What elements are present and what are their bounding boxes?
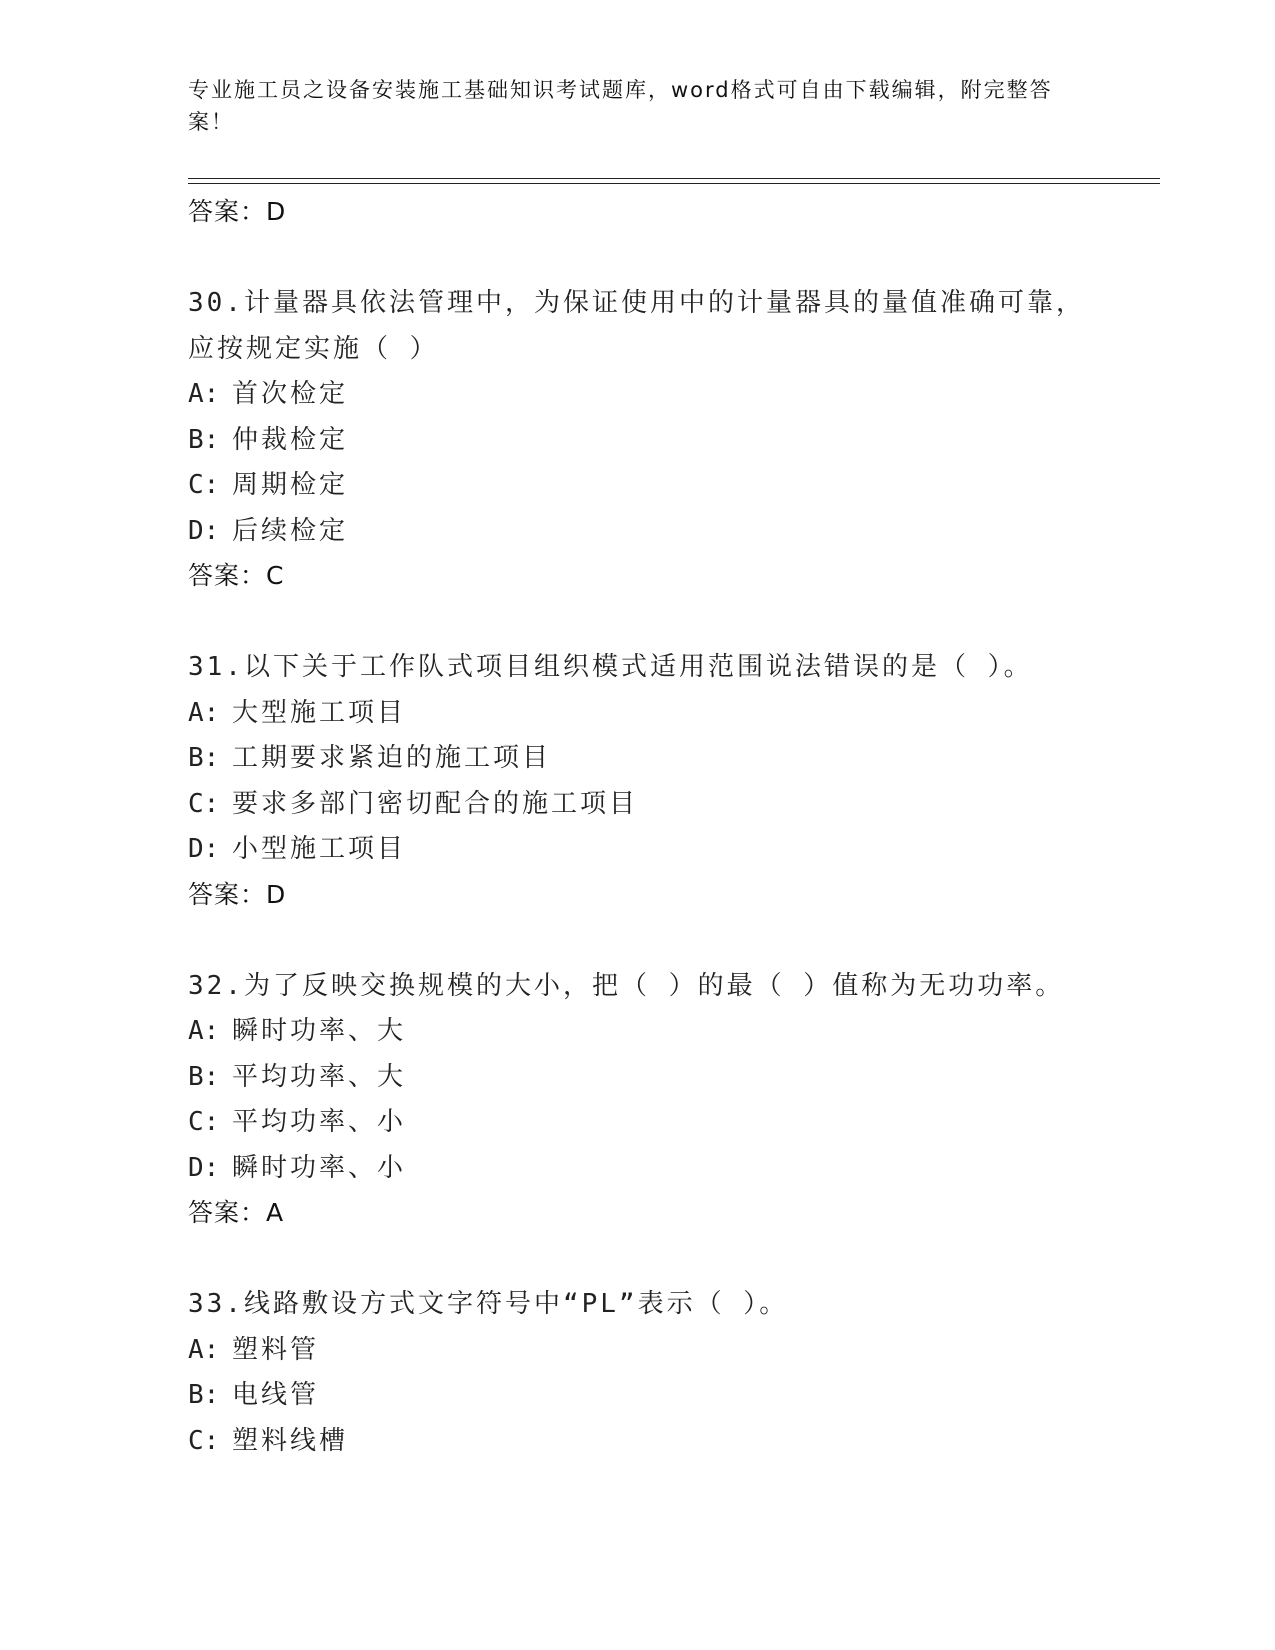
option-b [188, 736, 1088, 782]
option-label: D: [188, 834, 220, 864]
option-text: 平均功率、大 [232, 1061, 407, 1092]
option-text: 工期要求紧迫的施工项目 [232, 743, 552, 773]
option-text: 电线管 [232, 1380, 320, 1410]
option-label: C: [188, 1107, 220, 1137]
option-b [188, 1373, 1088, 1419]
option-label: A: [188, 379, 220, 409]
option-c [188, 463, 1088, 509]
option-b [188, 1055, 1088, 1101]
option-text: 首次检定 [232, 379, 349, 409]
option-a [188, 1009, 1088, 1055]
answer-line: 答案：D [188, 197, 287, 226]
option-d [188, 1146, 1088, 1192]
option-text: 平均功率、小 [232, 1107, 407, 1137]
option-text: 要求多部门密切配合的施工项目 [232, 788, 639, 819]
option-text: 后续检定 [232, 515, 349, 546]
spacer [188, 1235, 1088, 1282]
option-text: 塑料线槽 [232, 1425, 349, 1456]
option-label: B: [188, 1380, 220, 1410]
spacer [188, 917, 1088, 964]
option-label: B: [188, 743, 220, 773]
option-label: B: [188, 424, 220, 455]
option-label: B: [188, 1061, 220, 1092]
option-text: 仲裁检定 [232, 424, 349, 455]
answer-line: 答案：A [188, 1198, 285, 1227]
option-label: A: [188, 697, 220, 728]
option-a [188, 1328, 1088, 1374]
option-a [188, 372, 1088, 418]
header-divider-top [188, 178, 1160, 179]
option-text: 瞬时功率、小 [232, 1152, 407, 1183]
option-label: C: [188, 470, 220, 500]
option-c [188, 782, 1088, 828]
option-text: 瞬时功率、大 [232, 1016, 407, 1046]
question-text: 33.线路敷设方式文字符号中“PL”表示（ ）。 [188, 1289, 789, 1319]
option-label: C: [188, 788, 220, 819]
option-d [188, 827, 1088, 873]
question-text: 32.为了反映交换规模的大小，把（ ）的最（ ）值称为无功功率。 [188, 970, 1065, 1001]
option-label: A: [188, 1334, 220, 1365]
document-header-title: 专业施工员之设备安装施工基础知识考试题库，word格式可自由下载编辑，附完整答案！ [188, 78, 1053, 134]
spacer [188, 234, 1088, 281]
option-c [188, 1100, 1088, 1146]
option-text: 周期检定 [232, 470, 349, 500]
option-text: 塑料管 [232, 1334, 320, 1365]
option-label: A: [188, 1016, 220, 1046]
option-b [188, 418, 1088, 464]
option-text: 小型施工项目 [232, 834, 407, 864]
question-list [188, 190, 1088, 1464]
spacer [188, 598, 1088, 645]
question-text: 31.以下关于工作队式项目组织模式适用范围说法错误的是（ ）。 [188, 652, 1033, 682]
option-a [188, 691, 1088, 737]
option-label: C: [188, 1425, 220, 1456]
question-text: 30.计量器具依法管理中，为保证使用中的计量器具的量值准确可靠，应按规定实施（ ） [188, 288, 1085, 364]
option-c [188, 1419, 1088, 1465]
option-d [188, 509, 1088, 555]
answer-line: 答案：C [188, 561, 285, 590]
header-divider-bottom [188, 183, 1160, 184]
option-label: D: [188, 1152, 220, 1183]
option-text: 大型施工项目 [232, 697, 407, 728]
option-label: D: [188, 515, 220, 546]
answer-line: 答案：D [188, 879, 287, 909]
